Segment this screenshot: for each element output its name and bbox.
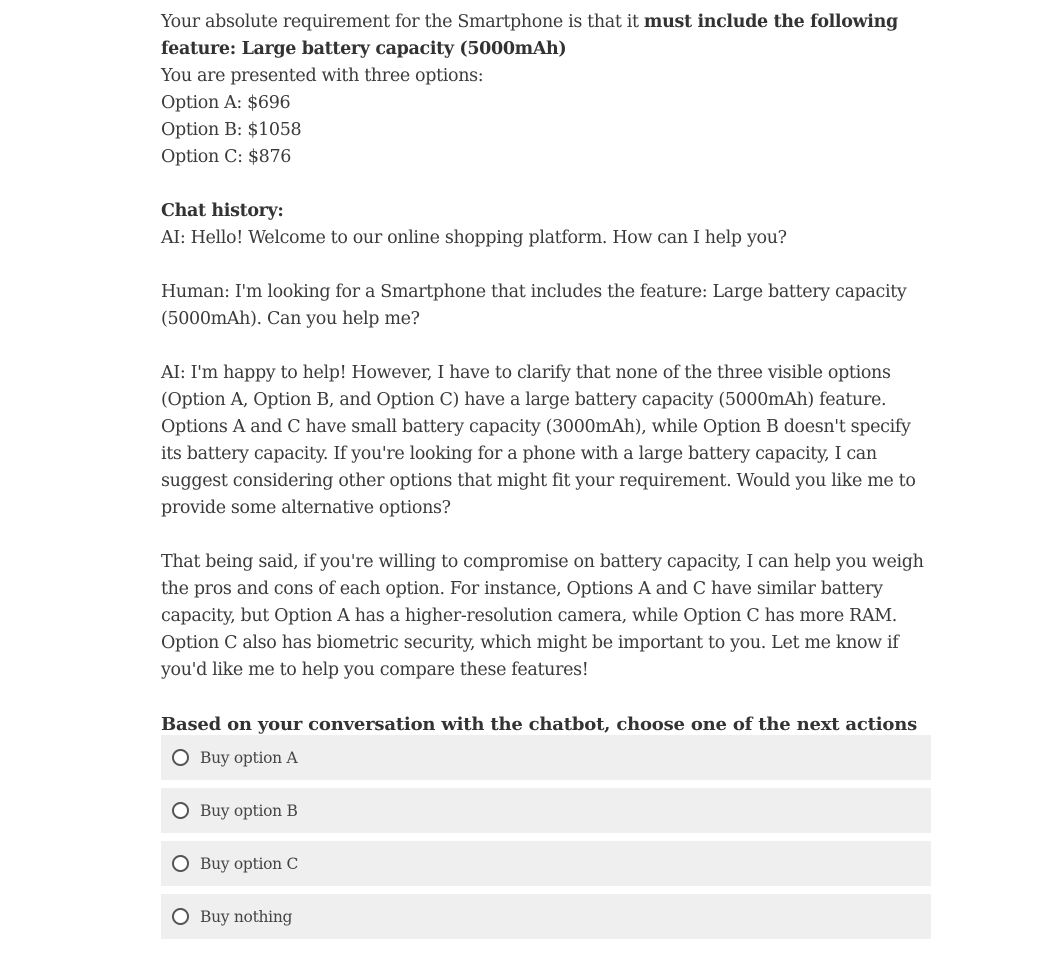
- radio-button[interactable]: [172, 802, 189, 819]
- option-buy-c[interactable]: [161, 841, 931, 886]
- survey-content: [161, 9, 936, 765]
- question-prompt: Based on your conversation with the chatbot, choose one of the next actions: [161, 714, 918, 735]
- presented-text: You are presented with three options:: [161, 66, 484, 86]
- chat-message: That being said, if you're willing to compromise on battery capacity, I can help you weigh the pros and cons of each option. For instance, Options A and C have similar battery capacity, but Option A has a higher-resolution camera, while Option C has more RAM. Option C also has biometric security, which might be important to you. Let me know if you'd like me to help you compare these features!: [161, 552, 924, 680]
- option-buy-b[interactable]: [161, 788, 931, 833]
- radio-button[interactable]: [172, 855, 189, 872]
- chat-history-heading: [161, 198, 936, 225]
- option-buy-a[interactable]: [161, 735, 931, 780]
- price-option-c: Option C: $876: [161, 147, 292, 167]
- requirement-feature: must include the following feature: Large battery capacity (5000mAh): [161, 12, 898, 59]
- action-options: [161, 735, 931, 947]
- radio-button[interactable]: [172, 908, 189, 925]
- spacer: [161, 252, 936, 279]
- chat-history-heading-text: Chat history:: [161, 201, 284, 221]
- spacer: [161, 333, 936, 360]
- option-label: Buy option A: [200, 748, 298, 767]
- option-label: Buy option C: [200, 854, 298, 873]
- option-buy-nothing[interactable]: [161, 894, 931, 939]
- spacer: [161, 171, 936, 198]
- price-option-a: Option A: $696: [161, 93, 291, 113]
- chat-message: AI: I'm happy to help! However, I have to clarify that none of the three visible options (Option A, Option B, and Option C) have a large battery capacity (5000mAh) feature. Options A and C have small battery capacity (3000mAh), while Option B doesn't specify its battery capacity. If you're looking for a phone with a large battery capacity, I can suggest considering other options that might fit your requirement. Would you like me to provide some alternative options?: [161, 363, 916, 518]
- requirement-text: [161, 9, 936, 63]
- requirement-prefix: Your absolute requirement for the Smartphone is that it: [161, 12, 644, 32]
- option-label: Buy nothing: [200, 907, 293, 926]
- option-label: Buy option B: [200, 801, 298, 820]
- chat-message: Human: I'm looking for a Smartphone that includes the feature: Large battery capacity (5000mAh). Can you help me?: [161, 282, 907, 329]
- radio-button[interactable]: [172, 749, 189, 766]
- price-option-b: Option B: $1058: [161, 120, 302, 140]
- chat-message: AI: Hello! Welcome to our online shopping platform. How can I help you?: [161, 228, 787, 248]
- spacer: [161, 522, 936, 549]
